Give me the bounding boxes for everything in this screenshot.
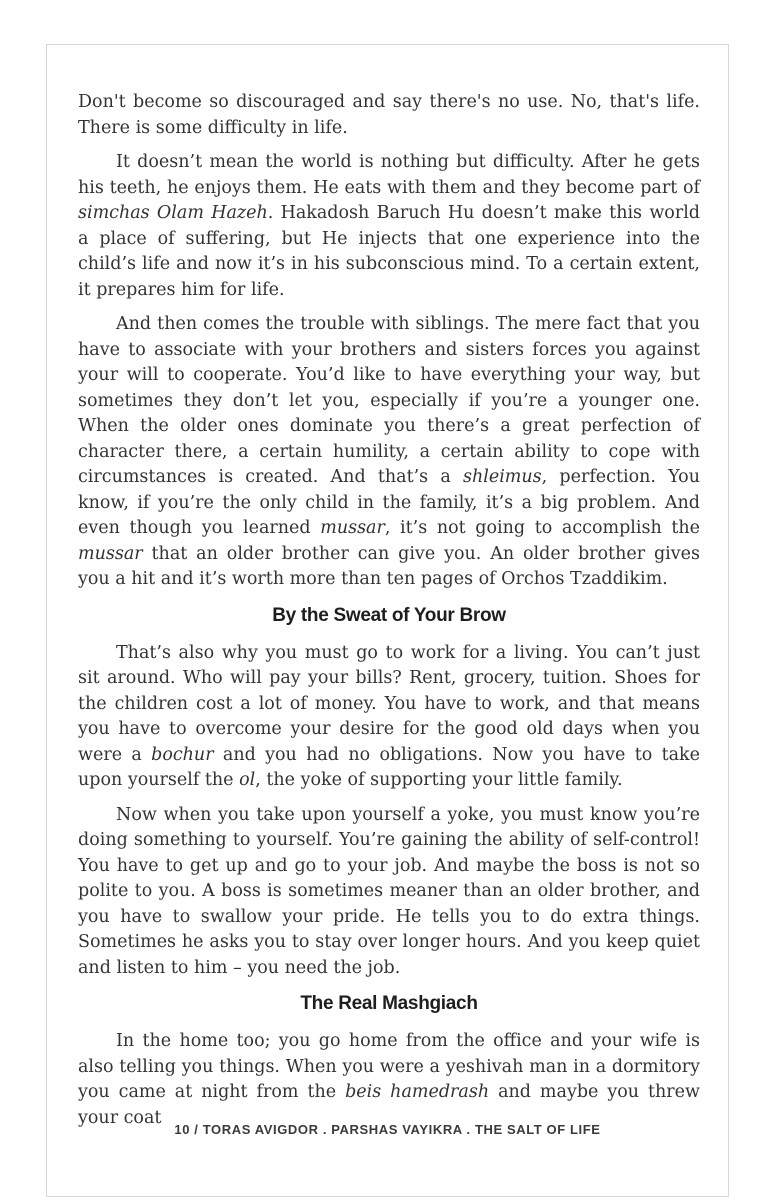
text-run: . Hakadosh Baruch Hu doesn’t make this world a place of suffering, but He injects that one experience into the child’s life and now it’s in his subconscious mind. To a certain extent, it prepares him for life. <box>78 203 701 300</box>
text-run: The Real Mashgiach <box>300 993 478 1014</box>
text-run: and you had no obligations. Now you have to take upon yourself the <box>78 744 701 790</box>
italic-term: bochur <box>151 744 214 765</box>
page-footer <box>46 1122 729 1137</box>
text-run: It doesn’t mean the world is nothing but difficulty. After he gets his teeth, he enjoys them. He eats with them and they become part of <box>78 152 700 198</box>
body-paragraph <box>78 90 700 141</box>
text-run: and maybe you threw your coat <box>78 1082 701 1128</box>
italic-term: mussar <box>320 518 385 538</box>
italic-term: beis hamedrash <box>345 1082 490 1102</box>
text-run: That’s also why you must go to work for a living. You can’t just sit around. Who will pay your bills? Rent, grocery, tuition. Shoes for the children cost a lot of money. You have to work, and that means you have to overcome your desire for the good old days when you were a <box>78 642 700 765</box>
text-run: , it’s not going to accomplish the <box>384 518 700 538</box>
text-run: Don't become so discouraged and say there's no use. No, that's life. There is some difficulty in life. <box>78 92 700 138</box>
text-run: In the home too; you go home from the office and your wife is also telling you things. When you were a yeshivah man in a dormitory you came at night from the <box>78 1031 700 1102</box>
italic-term: simchas Olam Hazeh <box>78 203 268 223</box>
text-run: , perfection. You know, if you’re the only child in the family, it’s a big problem. And even though you learned <box>78 467 700 538</box>
section-heading <box>78 603 700 629</box>
body-paragraph <box>78 150 700 303</box>
footer-text: 10 / TORAS AVIGDOR . PARSHAS VAYIKRA . THE SALT OF LIFE <box>174 1122 601 1137</box>
text-run: And then comes the trouble with siblings. The mere fact that you have to associate with your brothers and sisters forces you against your will to cooperate. You’d like to have everything your way, but sometimes they don’t let you, especially if you’re a younger one. When the older ones dominate you there’s a great perfection of character there, a certain humility, a certain ability to cope with circumstances is created. And that’s a <box>78 314 700 487</box>
page-content <box>78 90 700 1131</box>
body-paragraph <box>78 803 700 982</box>
italic-term: mussar <box>78 543 143 564</box>
body-paragraph <box>78 312 700 593</box>
body-paragraph <box>78 641 700 794</box>
text-run: , the yoke of supporting your little family. <box>255 770 623 790</box>
text-run: that an older brother can give you. An older brother gives you a hit and it’s worth more than ten pages of Orchos Tzaddikim. <box>78 543 700 589</box>
text-run: By the Sweat of Your Brow <box>272 604 506 626</box>
body-paragraph <box>78 1029 700 1131</box>
italic-term: shleimus <box>462 467 542 487</box>
document-page <box>46 44 729 1197</box>
italic-term: ol <box>239 770 256 790</box>
section-heading <box>78 991 700 1017</box>
text-run: Now when you take upon yourself a yoke, you must know you’re doing something to yourself. You’re gaining the ability of self-control! You have to get up and go to your job. And maybe the boss is not so polite to you. A boss is sometimes meaner than an older brother, and you have to swallow your pride. He tells you to do extra things. Sometimes he asks you to stay over longer hours. And you keep quiet and listen to him – you need the job. <box>78 804 700 978</box>
